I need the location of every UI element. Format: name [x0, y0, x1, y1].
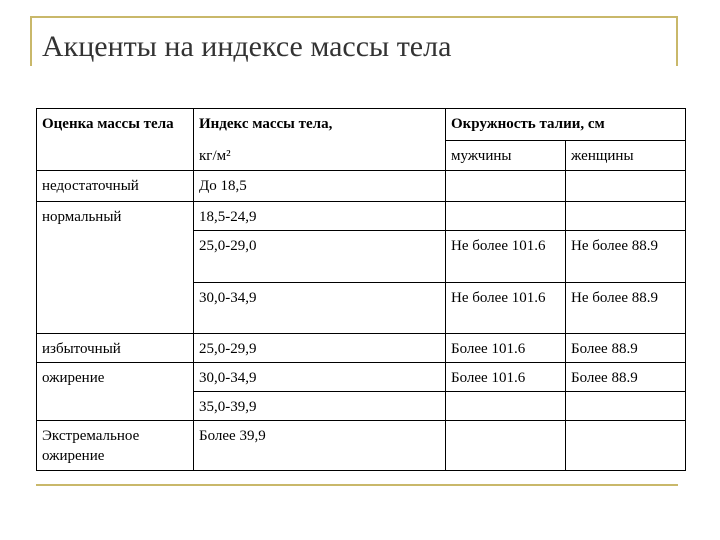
header-bmi: Индекс массы тела,: [194, 109, 446, 141]
table-row: [37, 202, 686, 231]
header-mass-assessment: Оценка массы тела: [37, 109, 194, 171]
header-women: женщины: [566, 141, 686, 171]
row-men: Более 101.6: [446, 363, 566, 392]
row-bmi: Более 39,9: [194, 421, 446, 471]
header-bmi-unit: кг/м²: [194, 141, 446, 171]
bmi-table: [36, 108, 686, 471]
row-bmi: 35,0-39,9: [194, 392, 446, 421]
row-bmi: 25,0-29,9: [194, 334, 446, 363]
row-label: нормальный: [37, 202, 194, 231]
slide-title: Акценты на индексе массы тела: [42, 30, 452, 63]
row-bmi: До 18,5: [194, 171, 446, 202]
row-label: [37, 231, 194, 283]
row-men: [446, 421, 566, 471]
table-row: [37, 392, 686, 421]
table-row: [37, 421, 686, 471]
row-bmi: 30,0-34,9: [194, 283, 446, 334]
table-row: [37, 231, 686, 283]
row-label: [37, 392, 194, 421]
title-frame-right: [676, 16, 678, 66]
title-frame-top: [30, 16, 678, 18]
table-row: [37, 334, 686, 363]
bottom-rule: [36, 484, 678, 486]
row-men: [446, 202, 566, 231]
row-men: Более 101.6: [446, 334, 566, 363]
row-label: недостаточный: [37, 171, 194, 202]
header-waist: Окружность талии, см: [446, 109, 686, 141]
row-men: Не более 101.6: [446, 283, 566, 334]
title-frame-left: [30, 16, 32, 66]
row-women: [566, 392, 686, 421]
table-row: [37, 283, 686, 334]
row-label: Экстремальное ожирение: [37, 421, 194, 471]
header-men: мужчины: [446, 141, 566, 171]
row-women: Не более 88.9: [566, 231, 686, 283]
row-women: Более 88.9: [566, 334, 686, 363]
row-bmi: 25,0-29,0: [194, 231, 446, 283]
row-bmi: 30,0-34,9: [194, 363, 446, 392]
row-bmi: 18,5-24,9: [194, 202, 446, 231]
row-men: Не более 101.6: [446, 231, 566, 283]
row-women: Более 88.9: [566, 363, 686, 392]
row-women: [566, 171, 686, 202]
row-men: [446, 392, 566, 421]
table-row: [37, 171, 686, 202]
row-label: избыточный: [37, 334, 194, 363]
row-men: [446, 171, 566, 202]
row-label: ожирение: [37, 363, 194, 392]
header-row: [37, 109, 686, 141]
row-women: [566, 202, 686, 231]
row-women: Не более 88.9: [566, 283, 686, 334]
row-women: [566, 421, 686, 471]
row-label: [37, 283, 194, 334]
table-row: [37, 363, 686, 392]
